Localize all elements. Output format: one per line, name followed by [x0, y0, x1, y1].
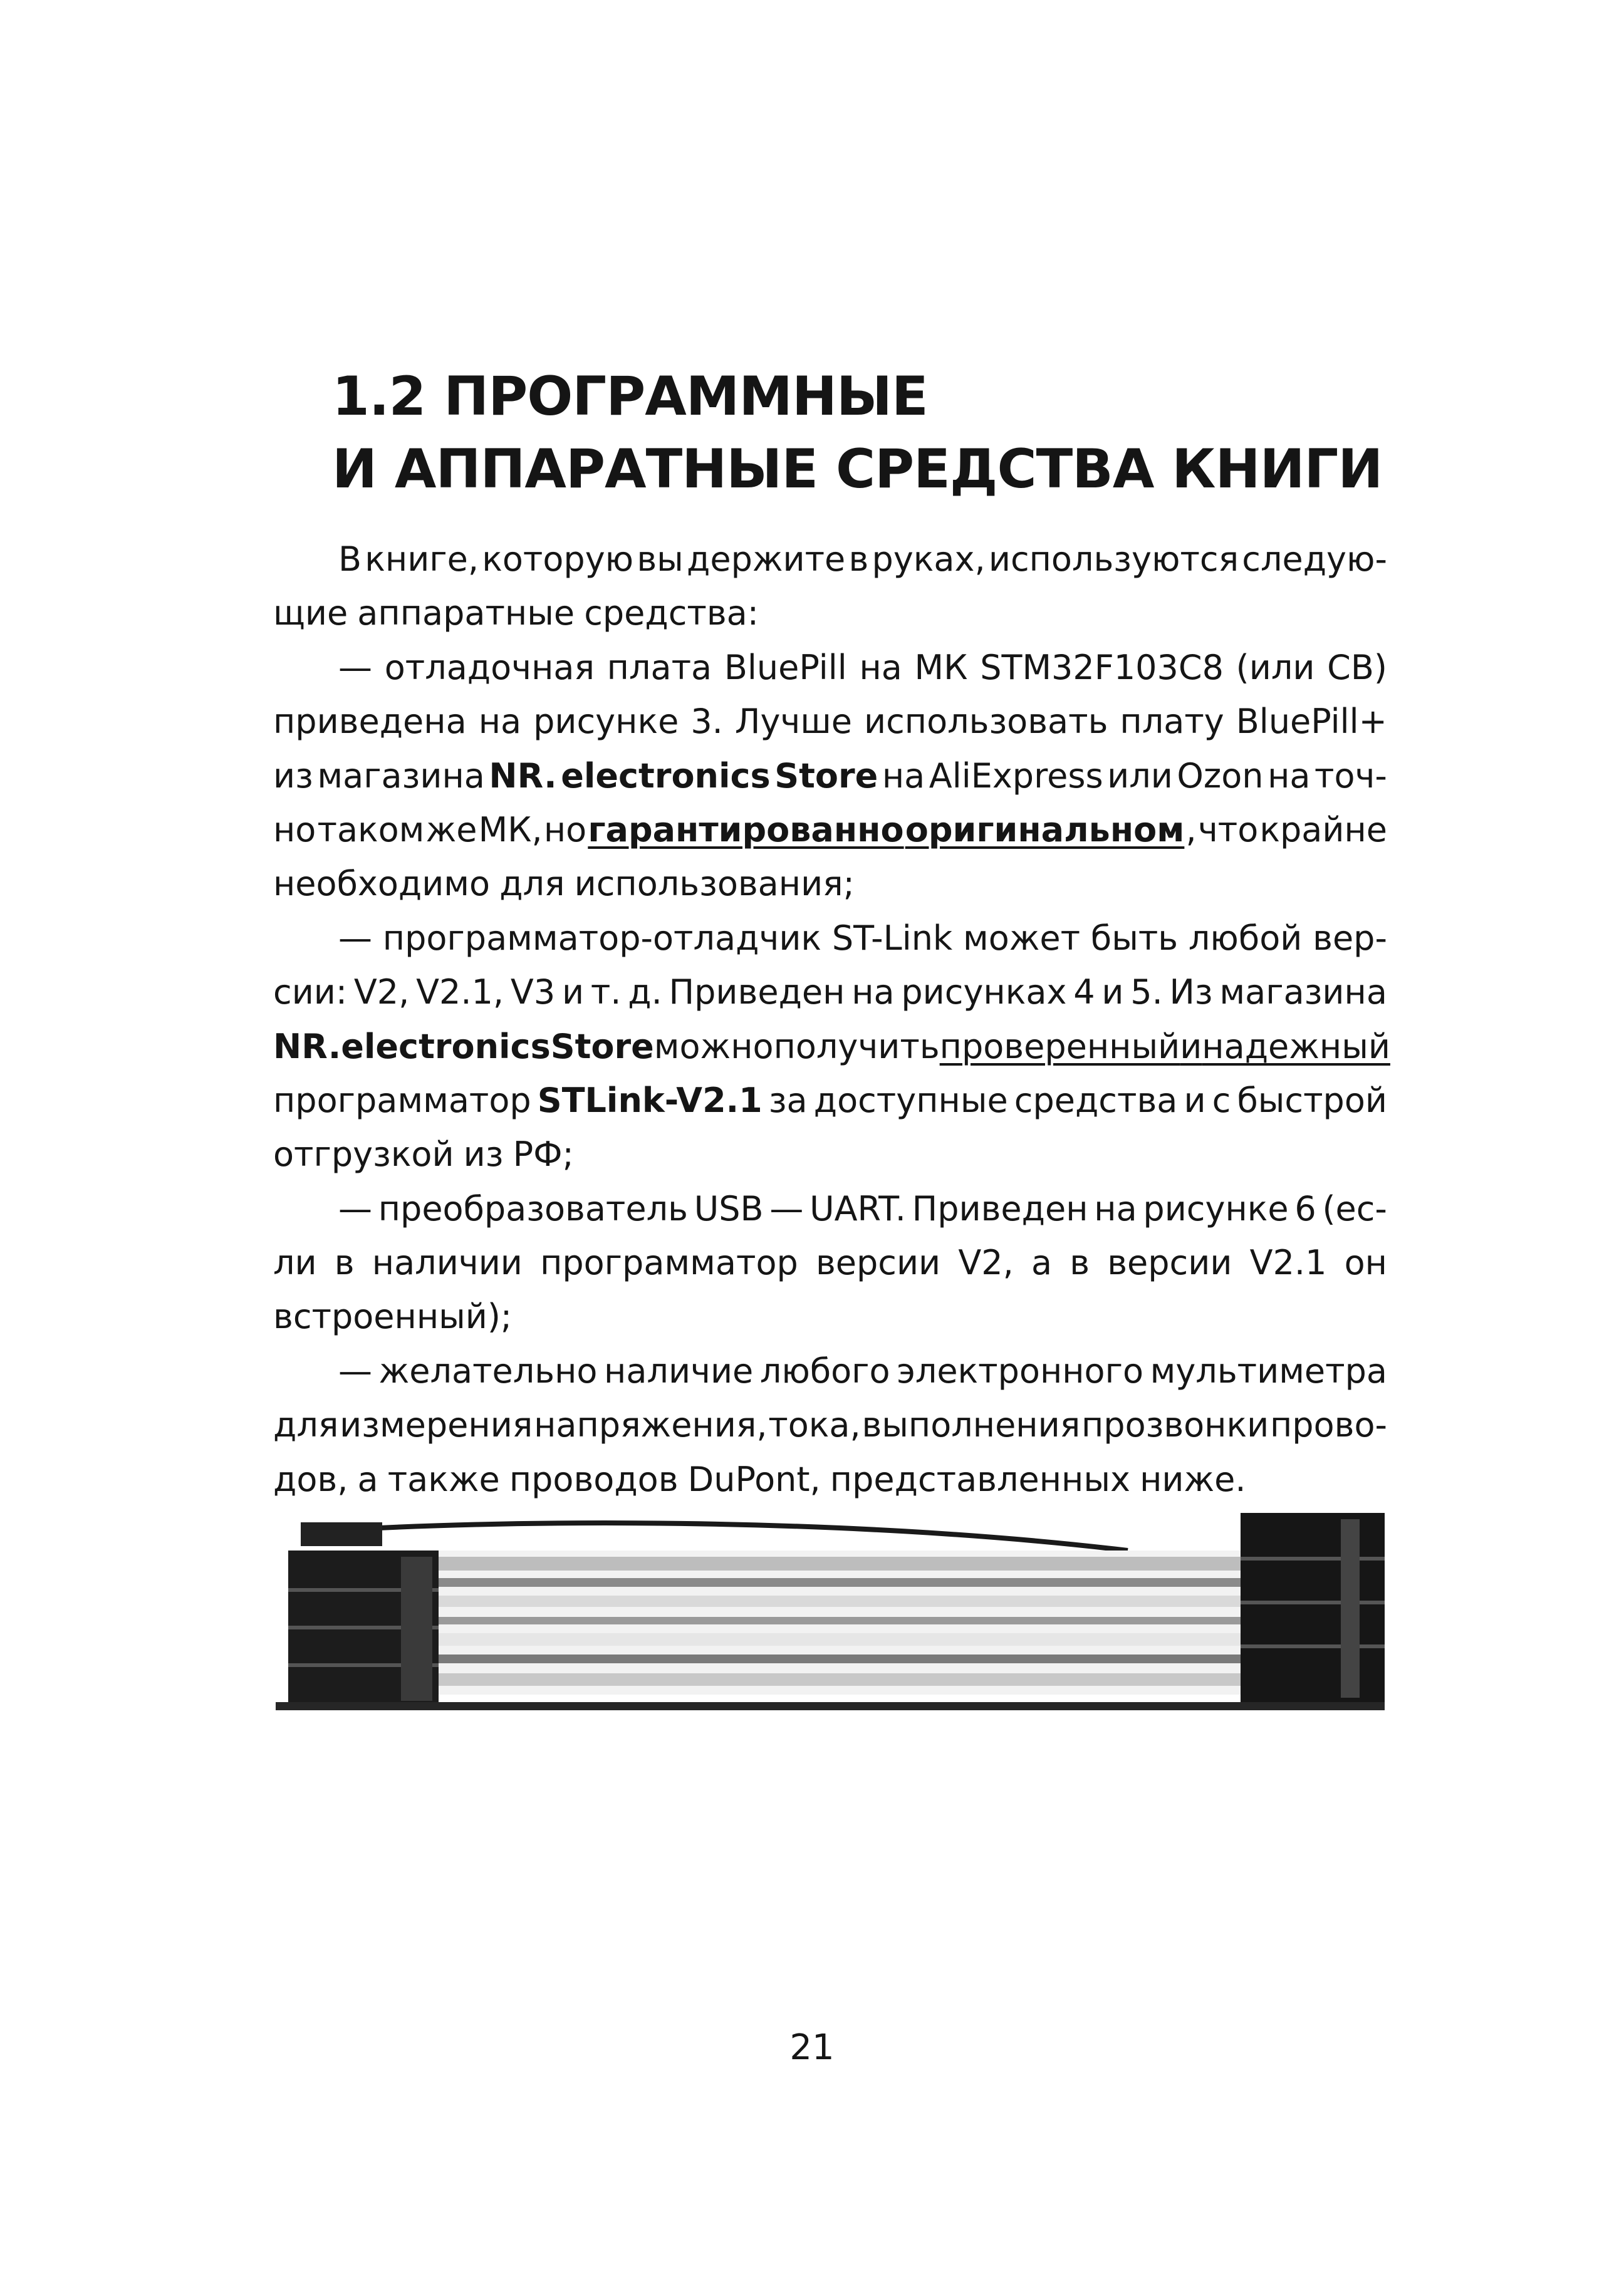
word: версии	[1107, 1243, 1232, 1283]
word: вы	[637, 539, 684, 579]
word: д.	[628, 972, 662, 1012]
text-line	[273, 1182, 1387, 1236]
dupont-wires-photo	[276, 1494, 1385, 1710]
word: и	[1184, 1080, 1206, 1120]
word: 4	[1073, 972, 1095, 1012]
word: встроенный);	[273, 1297, 513, 1337]
word: или	[1107, 756, 1173, 796]
word: 6	[1294, 1188, 1316, 1229]
wire-band-6	[370, 1654, 1278, 1663]
word: для	[499, 864, 565, 904]
wire-band-5	[370, 1633, 1278, 1646]
text-line	[273, 1398, 1387, 1452]
word: —	[338, 647, 372, 687]
word: плату	[1120, 702, 1224, 742]
wire-band-1	[370, 1557, 1278, 1571]
word: приведена	[273, 702, 467, 742]
word: с	[1212, 1080, 1231, 1120]
word: выполнения	[861, 1405, 1081, 1445]
word: получить	[773, 1026, 940, 1066]
text-line	[273, 586, 1387, 640]
word: использовать	[863, 702, 1108, 742]
text-line	[273, 965, 1387, 1019]
word: может	[963, 918, 1081, 958]
wire-band-3	[370, 1596, 1278, 1607]
word: т.	[590, 972, 622, 1012]
word: сии:	[273, 972, 348, 1012]
top-wire	[313, 1523, 1128, 1551]
word: —	[338, 918, 372, 958]
word: также	[387, 1459, 500, 1499]
word: отгрузкой	[273, 1135, 454, 1175]
word: рисунках	[901, 972, 1067, 1012]
word: щие	[273, 593, 348, 633]
word: ли	[273, 1243, 317, 1283]
wire-band-7	[370, 1673, 1278, 1686]
word: рисунке	[533, 702, 679, 742]
text-line	[273, 1290, 1387, 1344]
text-line	[273, 749, 1387, 803]
word: книге,	[365, 539, 479, 579]
text-line	[273, 1344, 1387, 1398]
word: на	[882, 756, 925, 796]
word: (ес-	[1322, 1188, 1387, 1229]
word: магазина	[1219, 972, 1387, 1012]
word: из	[273, 756, 313, 796]
word: проводов	[509, 1459, 679, 1499]
word: на	[1267, 756, 1311, 796]
word: таком	[317, 809, 425, 849]
text-line	[273, 912, 1387, 965]
word: ST-Link	[831, 918, 953, 958]
word: версии	[815, 1243, 941, 1283]
word: V3	[510, 972, 556, 1012]
text-line	[273, 803, 1387, 857]
word: любой	[1188, 918, 1303, 958]
wire-band-4	[370, 1617, 1278, 1624]
word: а	[357, 1459, 378, 1499]
word: но	[543, 809, 587, 849]
word: electronics	[341, 1026, 551, 1066]
word: средства	[1014, 1080, 1178, 1120]
word: —	[338, 1351, 372, 1391]
word: РФ;	[513, 1135, 574, 1175]
word: ниже.	[1140, 1459, 1246, 1499]
word: Лучше	[734, 702, 852, 742]
word: быть	[1090, 918, 1179, 958]
word: наличие	[604, 1351, 754, 1391]
word: Store	[550, 1026, 654, 1066]
word: необходимо	[273, 864, 491, 904]
word: точ-	[1314, 756, 1387, 796]
word: V2.1	[1249, 1243, 1327, 1283]
word: наличии	[372, 1243, 523, 1283]
word: NR.	[273, 1026, 341, 1066]
word: и	[561, 972, 585, 1012]
word: аппаратные	[357, 593, 575, 633]
word: держите	[687, 539, 846, 579]
word: STLink-V2.1	[537, 1080, 763, 1120]
word: —	[769, 1188, 804, 1229]
word: ,	[1185, 809, 1197, 849]
word: Ozon	[1177, 756, 1264, 796]
word: гарантированно	[588, 809, 904, 849]
text-line	[273, 641, 1387, 695]
word: дов,	[273, 1459, 348, 1499]
word: рисунке	[1143, 1188, 1289, 1229]
word: МК	[914, 647, 968, 687]
heading-line-2: И АППАРАТНЫЕ СРЕДСТВА КНИГИ	[332, 438, 1383, 501]
word: преобразователь	[378, 1188, 688, 1229]
word: представленных	[830, 1459, 1130, 1499]
word: на	[1094, 1188, 1137, 1229]
text-line	[273, 857, 1387, 911]
word: Из	[1169, 972, 1213, 1012]
word: 5.	[1130, 972, 1163, 1012]
word: —	[338, 1188, 372, 1229]
word: мультиметра	[1150, 1351, 1387, 1391]
word: AliExpress	[929, 756, 1103, 796]
word: надежный	[1202, 1026, 1390, 1066]
text-line	[273, 1020, 1390, 1074]
text-line	[273, 1128, 1387, 1182]
word: за	[768, 1080, 808, 1120]
word: проверенный	[939, 1026, 1180, 1066]
word: быстрой	[1237, 1080, 1387, 1120]
word: UART.	[809, 1188, 906, 1229]
word: электронного	[897, 1351, 1144, 1391]
word: на	[478, 702, 522, 742]
word: вер-	[1313, 918, 1387, 958]
word: он	[1344, 1243, 1387, 1283]
bottom-edge	[276, 1702, 1385, 1710]
section-heading	[332, 360, 1397, 506]
word: (или	[1236, 647, 1315, 687]
word: использования;	[574, 864, 855, 904]
word: руках,	[872, 539, 986, 579]
word: оригинальном	[905, 809, 1185, 849]
text-line	[273, 695, 1387, 749]
word: Приведен	[912, 1188, 1088, 1229]
word: крайне	[1259, 809, 1387, 849]
word: но	[273, 809, 316, 849]
word: любого	[759, 1351, 890, 1391]
word: electronics	[561, 756, 771, 796]
heading-line-1: 1.2 ПРОГРАММНЫЕ	[332, 365, 928, 428]
word: V2.1,	[416, 972, 504, 1012]
word: прозвонки	[1081, 1405, 1269, 1445]
word: которую	[482, 539, 634, 579]
word: BluePill+	[1236, 702, 1387, 742]
word: прово-	[1270, 1405, 1387, 1445]
word: следую-	[1242, 539, 1387, 579]
word: измерения	[340, 1405, 533, 1445]
word: USB	[694, 1188, 764, 1229]
word: в	[1070, 1243, 1090, 1283]
left-connector-top	[301, 1522, 382, 1546]
word: используются	[988, 539, 1239, 579]
word: и	[1101, 972, 1124, 1012]
word: V2,	[958, 1243, 1014, 1283]
page-number: 21	[789, 2027, 835, 2068]
word: из	[463, 1135, 504, 1175]
word: 3.	[690, 702, 723, 742]
wire-band-2	[370, 1578, 1278, 1587]
word: доступные	[813, 1080, 1008, 1120]
word: напряжения,	[534, 1405, 768, 1445]
word: магазина	[317, 756, 485, 796]
word: средства:	[584, 593, 759, 633]
word: что	[1197, 809, 1259, 849]
word: BluePill	[724, 647, 847, 687]
word: программатор	[273, 1080, 531, 1120]
right-connector-stack	[1241, 1513, 1385, 1704]
word: желательно	[378, 1351, 598, 1391]
word: в	[848, 539, 869, 579]
word: программатор-отладчик	[382, 918, 822, 958]
text-line	[273, 1236, 1387, 1290]
word: отладочная	[384, 647, 595, 687]
word: на	[859, 647, 902, 687]
word: на	[851, 972, 895, 1012]
word: DuPont,	[687, 1459, 821, 1499]
word: можно	[653, 1026, 774, 1066]
word: CB)	[1327, 647, 1387, 687]
word: STM32F103C8	[980, 647, 1224, 687]
text-line	[273, 1074, 1387, 1128]
word: V2,	[353, 972, 410, 1012]
word: плата	[606, 647, 712, 687]
word: и	[1180, 1026, 1202, 1066]
word: для	[273, 1405, 339, 1445]
word: программатор	[540, 1243, 798, 1283]
word: В	[338, 539, 362, 579]
word: Приведен	[669, 972, 845, 1012]
word: в	[334, 1243, 355, 1283]
body-text	[273, 532, 1390, 1507]
word: тока,	[768, 1405, 861, 1445]
word: NR.	[489, 756, 557, 796]
word: же	[425, 809, 477, 849]
word: МК,	[478, 809, 543, 849]
text-line	[273, 532, 1387, 586]
word: а	[1031, 1243, 1053, 1283]
word: Store	[774, 756, 878, 796]
